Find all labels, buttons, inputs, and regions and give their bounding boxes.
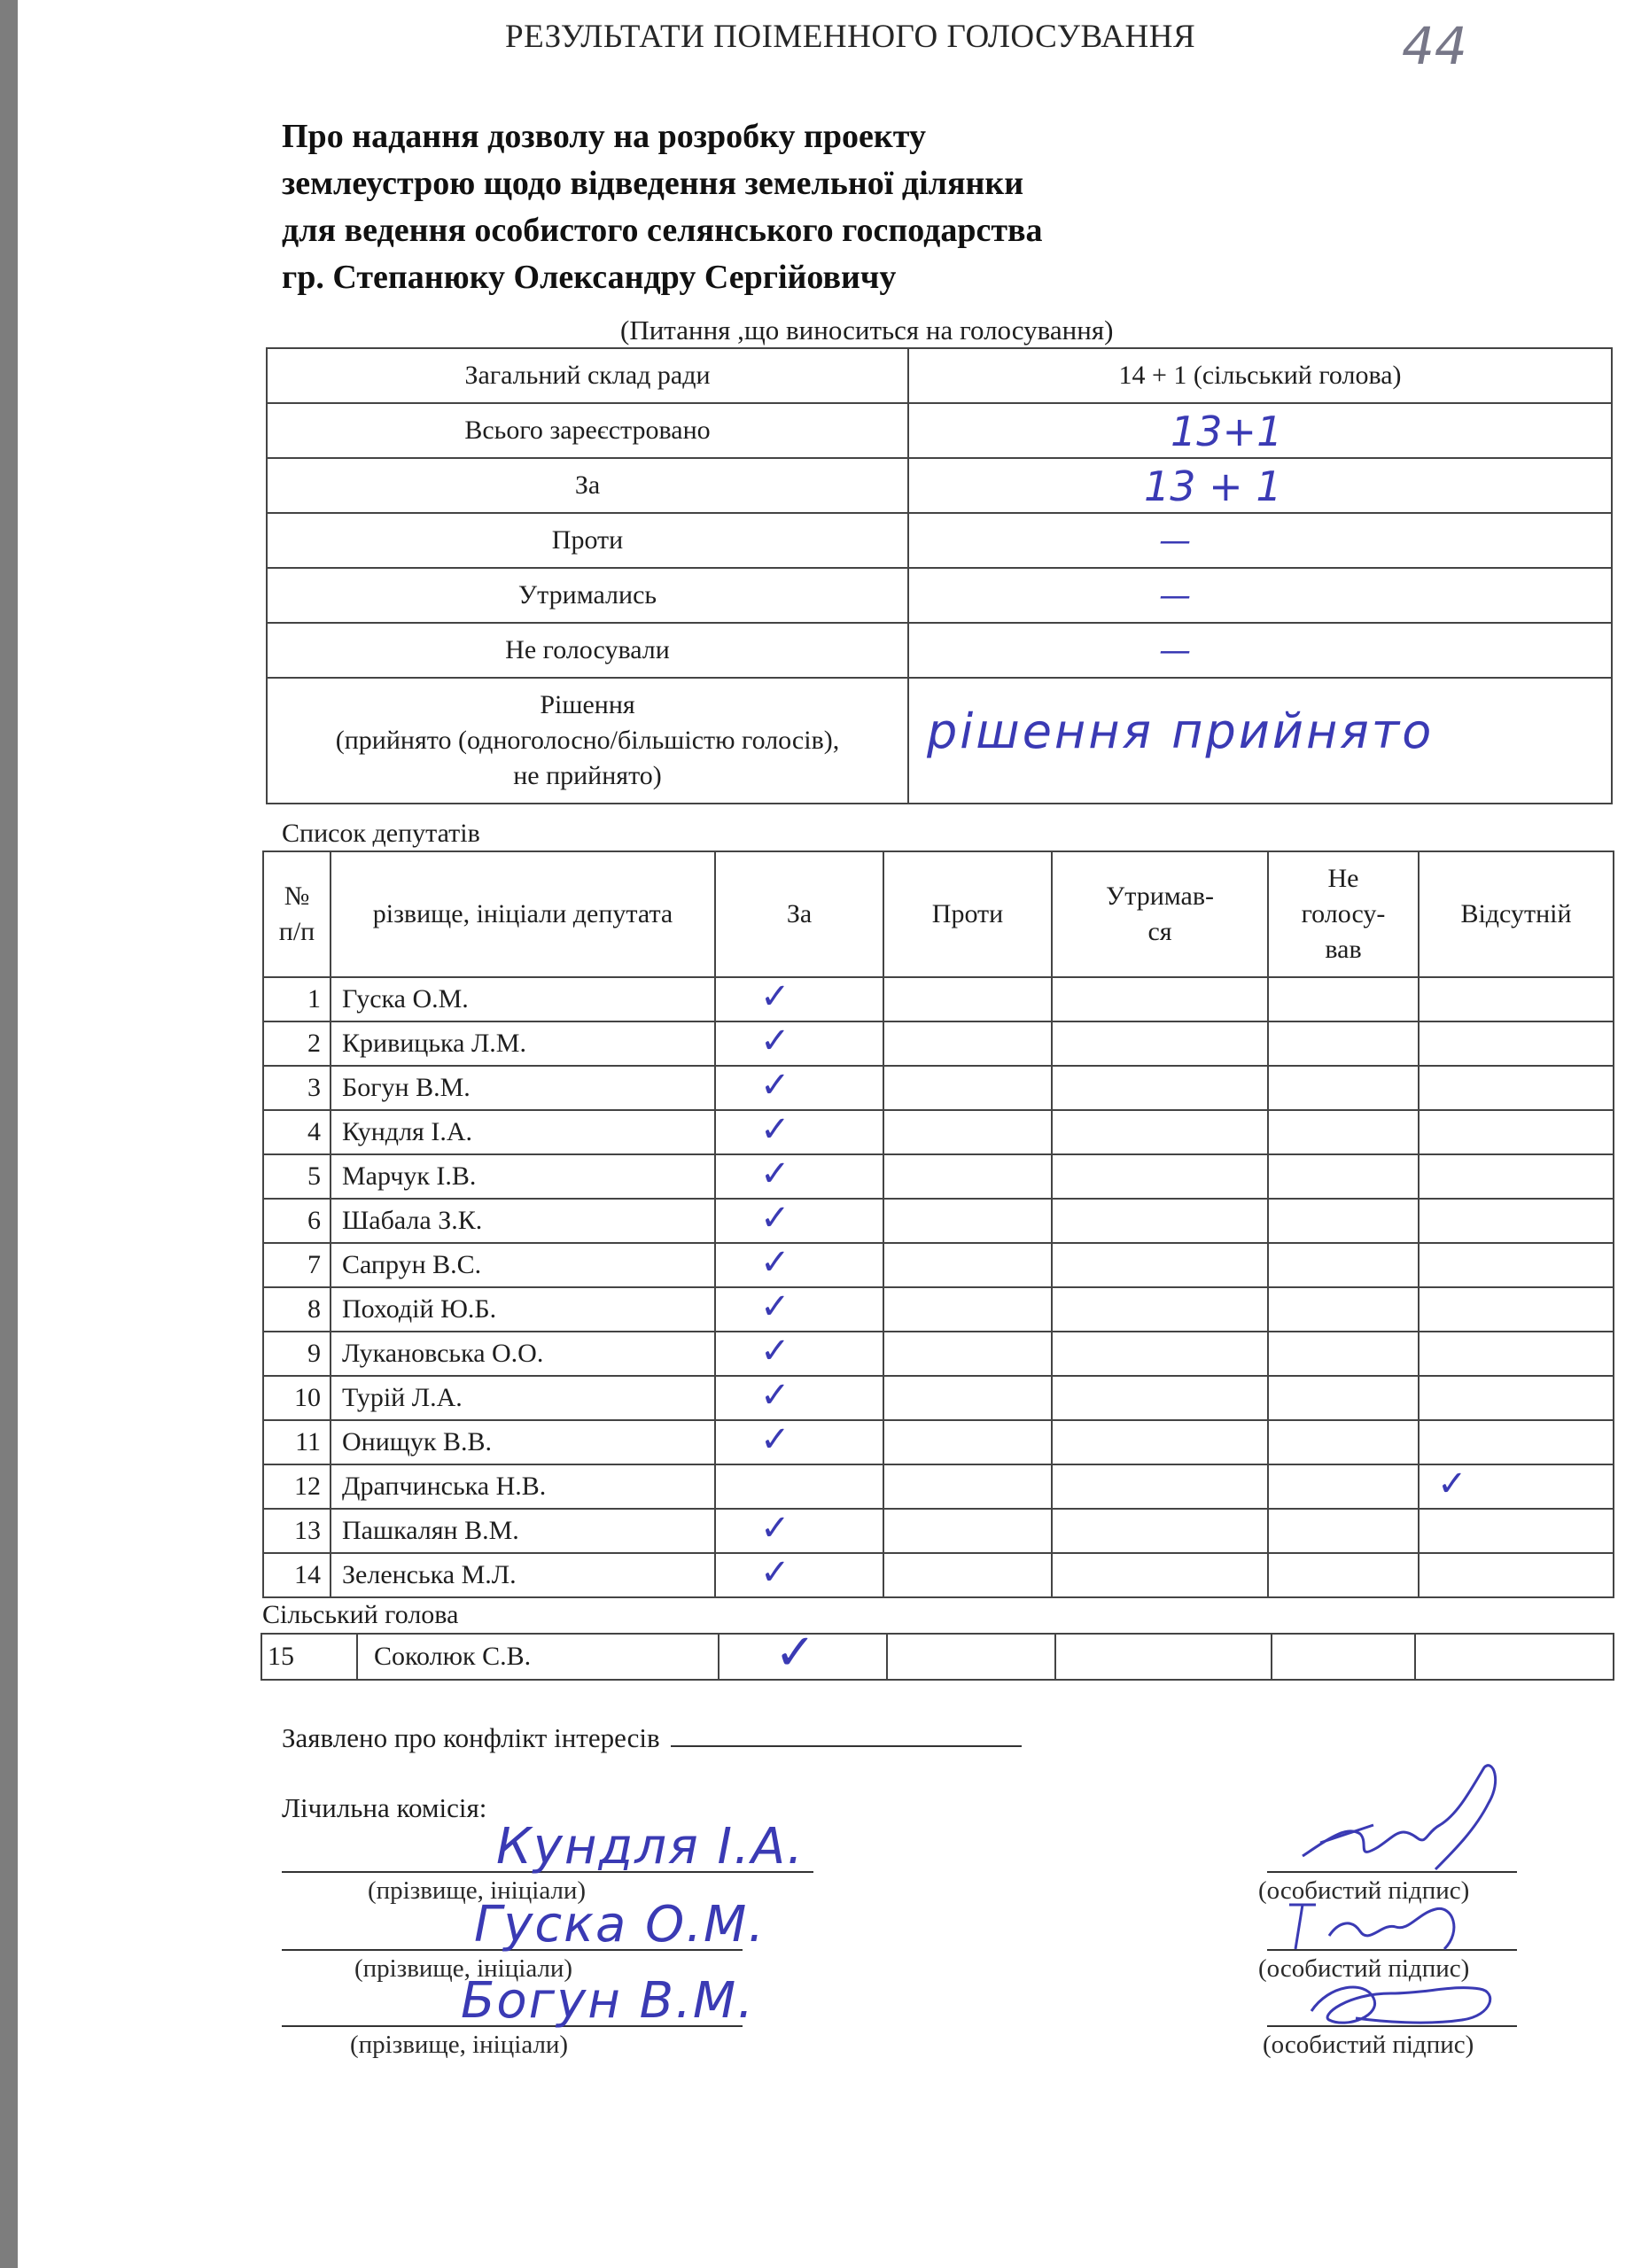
deputy-name: Кундля І.А.: [331, 1110, 715, 1154]
member-name: Гуска О.М.: [474, 1896, 766, 1953]
deputy-name: Гуска О.М.: [331, 977, 715, 1021]
summary-row: [267, 678, 1612, 804]
deputy-name: Драпчинська Н.В.: [331, 1464, 715, 1509]
head-label: Сільський голова: [262, 1600, 459, 1629]
vote-cell-abstained: [1052, 1420, 1268, 1464]
summary-label: Всього зареєстровано: [267, 403, 908, 458]
name-hint: (прізвище, ініціали): [368, 1876, 587, 1905]
vote-cell-for: [715, 1199, 883, 1243]
summary-value: 14 + 1 (сільський голова): [908, 348, 1612, 403]
row-number: 10: [263, 1376, 331, 1420]
question-caption: (Питання ,що виноситься на голосування): [620, 315, 1114, 346]
table-row: [263, 1110, 1614, 1154]
table-row: [263, 1066, 1614, 1110]
subject-line: землеустрою щодо відведення земельної ділянки: [282, 165, 1024, 202]
deputies-table: [262, 850, 1614, 1598]
table-row: [263, 1376, 1614, 1420]
subject-line: гр. Степанюку Олександру Сергійовичу: [282, 259, 897, 296]
vote-cell-not-voted: [1268, 1553, 1419, 1597]
check-mark-icon: ✓: [760, 1109, 790, 1150]
vote-cell-against: [883, 1287, 1052, 1332]
table-row: [263, 1154, 1614, 1199]
deputies-label: Список депутатів: [282, 819, 480, 848]
vote-cell-absent: [1419, 1553, 1614, 1597]
vote-cell-abstained: [1055, 1634, 1272, 1680]
vote-cell-against: [883, 1553, 1052, 1597]
vote-cell-not-voted: [1268, 1066, 1419, 1110]
vote-cell-against: [883, 977, 1052, 1021]
deputies-header-row: [263, 851, 1614, 977]
vote-cell-against: [883, 1376, 1052, 1420]
summary-row: [267, 623, 1612, 678]
vote-cell-abstained: [1052, 1332, 1268, 1376]
summary-value-cell: [908, 403, 1612, 458]
vote-cell-against: [883, 1464, 1052, 1509]
vote-cell-against: [883, 1110, 1052, 1154]
vote-cell-not-voted: [1268, 1509, 1419, 1553]
for-value: 13 + 1: [1144, 462, 1282, 510]
vote-cell-for: [715, 1420, 883, 1464]
column-header-absent: Відсутній: [1419, 851, 1614, 977]
vote-cell-not-voted: [1268, 1376, 1419, 1420]
vote-cell-abstained: [1052, 1154, 1268, 1199]
summary-table: [266, 347, 1613, 804]
summary-value-cell: [908, 458, 1612, 513]
vote-cell-not-voted: [1268, 977, 1419, 1021]
vote-cell-for: [715, 1154, 883, 1199]
deputy-name: Лукановська О.О.: [331, 1332, 715, 1376]
check-mark-icon: ✓: [760, 1021, 790, 1061]
check-mark-icon: ✓: [760, 976, 790, 1017]
deputy-name: Зеленська М.Л.: [331, 1553, 715, 1597]
vote-cell-abstained: [1052, 1464, 1268, 1509]
vote-cell-absent: [1419, 1199, 1614, 1243]
vote-cell-abstained: [1052, 1021, 1268, 1066]
vote-cell-absent: [1419, 1464, 1614, 1509]
row-number: 8: [263, 1287, 331, 1332]
vote-cell-against: [883, 1021, 1052, 1066]
table-row: [263, 1464, 1614, 1509]
row-number: 2: [263, 1021, 331, 1066]
vote-cell-not-voted: [1268, 1287, 1419, 1332]
signature-hint: (особистий підпис): [1258, 1876, 1470, 1905]
decision-label-line: Рішення: [540, 690, 635, 719]
decision-value: рішення прийнято: [927, 703, 1435, 759]
summary-row: [267, 403, 1612, 458]
row-number: 12: [263, 1464, 331, 1509]
summary-value-cell: [908, 568, 1612, 623]
vote-cell-absent: [1419, 1154, 1614, 1199]
vote-cell-not-voted: [1268, 1154, 1419, 1199]
vote-cell-not-voted: [1272, 1634, 1415, 1680]
vote-cell-for: [719, 1624, 887, 1682]
registered-value: 13+1: [1171, 408, 1283, 455]
summary-value-cell: [908, 678, 1612, 804]
check-mark-icon: ✓: [1437, 1464, 1467, 1504]
vote-cell-against: [883, 1199, 1052, 1243]
check-mark-icon: ✓: [760, 1552, 790, 1593]
scan-edge: [0, 0, 18, 2268]
vote-cell-absent: [1419, 977, 1614, 1021]
vote-cell-not-voted: [1268, 1021, 1419, 1066]
summary-row: [267, 568, 1612, 623]
subject-line: для ведення особистого селянського господарства: [282, 212, 1043, 249]
vote-cell-against: [887, 1634, 1055, 1680]
check-mark-icon: ✓: [760, 1242, 790, 1283]
header-line: Утримав-: [1105, 882, 1215, 911]
vote-cell-not-voted: [1268, 1243, 1419, 1287]
table-row: [263, 1199, 1614, 1243]
signature-hint: (особистий підпис): [1263, 2031, 1474, 2059]
row-number: 14: [263, 1553, 331, 1597]
header-line: п/п: [278, 917, 315, 946]
column-header-number: [263, 851, 331, 977]
table-row: [263, 1332, 1614, 1376]
table-row: [261, 1634, 1614, 1680]
vote-cell-absent: [1419, 1509, 1614, 1553]
row-number: 3: [263, 1066, 331, 1110]
vote-cell-against: [883, 1243, 1052, 1287]
village-head-table: [261, 1624, 1614, 1682]
signature-hint: (особистий підпис): [1258, 1954, 1470, 1983]
vote-cell-abstained: [1052, 977, 1268, 1021]
summary-label: Загальний склад ради: [267, 348, 908, 403]
member-name: Кундля І.А.: [496, 1818, 805, 1876]
vote-cell-against: [883, 1154, 1052, 1199]
deputy-name: Соколюк С.В.: [357, 1634, 719, 1680]
abstained-value: —: [1159, 578, 1191, 614]
vote-cell-abstained: [1052, 1066, 1268, 1110]
table-row: [263, 1553, 1614, 1597]
not-voted-value: —: [1159, 633, 1191, 669]
vote-cell-not-voted: [1268, 1464, 1419, 1509]
vote-cell-abstained: [1052, 1509, 1268, 1553]
header-line: голосу-: [1301, 899, 1386, 928]
member-name: Богун В.М.: [461, 1972, 755, 2030]
column-header-not-voted: [1268, 851, 1419, 977]
column-header-for: За: [715, 851, 883, 977]
row-number: 4: [263, 1110, 331, 1154]
check-mark-icon: ✓: [760, 1375, 790, 1416]
table-row: [263, 977, 1614, 1021]
check-mark-icon: ✓: [760, 1286, 790, 1327]
table-row: [263, 1021, 1614, 1066]
row-number: 1: [263, 977, 331, 1021]
table-row: [263, 1243, 1614, 1287]
row-number: 9: [263, 1332, 331, 1376]
vote-cell-absent: [1419, 1287, 1614, 1332]
check-mark-icon: ✓: [774, 1624, 816, 1682]
resolution-subject: [282, 113, 1043, 301]
vote-cell-abstained: [1052, 1376, 1268, 1420]
vote-cell-not-voted: [1268, 1199, 1419, 1243]
vote-cell-for: [715, 1021, 883, 1066]
vote-cell-abstained: [1052, 1243, 1268, 1287]
row-number: 11: [263, 1420, 331, 1464]
document-title: РЕЗУЛЬТАТИ ПОІМЕННОГО ГОЛОСУВАННЯ: [505, 19, 1196, 55]
vote-cell-absent: [1419, 1376, 1614, 1420]
check-mark-icon: ✓: [760, 1331, 790, 1371]
summary-label: Утримались: [267, 568, 908, 623]
summary-row: [267, 458, 1612, 513]
decision-label-line: (прийнято (одноголосно/більшістю голосів),: [335, 726, 840, 755]
vote-cell-abstained: [1052, 1110, 1268, 1154]
deputies-body: [263, 977, 1614, 1597]
header-line: ся: [1147, 917, 1172, 946]
row-number: 5: [263, 1154, 331, 1199]
decision-label-line: не прийнято): [513, 761, 662, 790]
vote-cell-absent: [1419, 1243, 1614, 1287]
summary-label: Не голосували: [267, 623, 908, 678]
check-mark-icon: ✓: [760, 1198, 790, 1239]
vote-cell-for: [715, 1509, 883, 1553]
vote-cell-abstained: [1052, 1553, 1268, 1597]
check-mark-icon: ✓: [760, 1508, 790, 1549]
vote-cell-not-voted: [1268, 1420, 1419, 1464]
check-mark-icon: ✓: [760, 1065, 790, 1106]
deputy-name: Турій Л.А.: [331, 1376, 715, 1420]
vote-cell-against: [883, 1332, 1052, 1376]
row-number: 7: [263, 1243, 331, 1287]
vote-cell-abstained: [1052, 1287, 1268, 1332]
row-number: 6: [263, 1199, 331, 1243]
conflict-label: Заявлено про конфлікт інтересів: [282, 1722, 660, 1753]
vote-cell-for: [715, 1553, 883, 1597]
vote-cell-abstained: [1052, 1199, 1268, 1243]
table-row: [263, 1420, 1614, 1464]
deputy-name: Походій Ю.Б.: [331, 1287, 715, 1332]
summary-value-cell: [908, 623, 1612, 678]
deputy-name: Сапрун В.С.: [331, 1243, 715, 1287]
vote-cell-for: [715, 1287, 883, 1332]
vote-cell-not-voted: [1268, 1110, 1419, 1154]
header-line: Не: [1327, 864, 1359, 893]
deputy-name: Шабала З.К.: [331, 1199, 715, 1243]
against-value: —: [1159, 523, 1191, 559]
header-line: №: [284, 882, 310, 911]
header-line: вав: [1325, 935, 1362, 964]
vote-cell-for: [715, 1066, 883, 1110]
name-hint: (прізвище, ініціали): [350, 2031, 569, 2059]
vote-cell-for: [715, 977, 883, 1021]
vote-cell-for: [715, 1332, 883, 1376]
vote-cell-for: [715, 1110, 883, 1154]
deputy-name: Кривицька Л.М.: [331, 1021, 715, 1066]
conflict-of-interest: [282, 1720, 1022, 1754]
signature-icon: [1294, 1754, 1524, 1878]
conflict-blank-line: [671, 1720, 1022, 1747]
vote-cell-absent: [1419, 1066, 1614, 1110]
check-mark-icon: ✓: [760, 1153, 790, 1194]
summary-value-cell: [908, 513, 1612, 568]
commission-label: Лічильна комісія:: [282, 1792, 487, 1823]
subject-line: Про надання дозволу на розробку проекту: [282, 118, 926, 155]
column-header-abstained: [1052, 851, 1268, 977]
signature-icon: [1294, 1967, 1515, 2038]
decision-label: [267, 678, 908, 804]
deputy-name: Марчук І.В.: [331, 1154, 715, 1199]
row-number: 13: [263, 1509, 331, 1553]
table-row: [263, 1287, 1614, 1332]
summary-label: За: [267, 458, 908, 513]
vote-cell-not-voted: [1268, 1332, 1419, 1376]
deputy-name: Онищук В.В.: [331, 1420, 715, 1464]
vote-cell-absent: [1419, 1021, 1614, 1066]
column-header-name: різвище, ініціали депутата: [331, 851, 715, 977]
row-number: 15: [261, 1634, 357, 1680]
name-hint: (прізвище, ініціали): [354, 1954, 573, 1983]
vote-cell-for: [715, 1243, 883, 1287]
vote-cell-for: [715, 1376, 883, 1420]
summary-row: [267, 348, 1612, 403]
deputy-name: Пашкалян В.М.: [331, 1509, 715, 1553]
vote-cell-absent: [1415, 1634, 1614, 1680]
column-header-against: Проти: [883, 851, 1052, 977]
deputy-name: Богун В.М.: [331, 1066, 715, 1110]
summary-row: [267, 513, 1612, 568]
vote-cell-against: [883, 1066, 1052, 1110]
vote-cell-against: [883, 1420, 1052, 1464]
vote-cell-absent: [1419, 1332, 1614, 1376]
summary-label: Проти: [267, 513, 908, 568]
check-mark-icon: ✓: [760, 1419, 790, 1460]
signature-icon: [1276, 1887, 1489, 1967]
vote-cell-against: [883, 1509, 1052, 1553]
vote-cell-absent: [1419, 1420, 1614, 1464]
vote-cell-for: [715, 1464, 883, 1509]
page-number: 44: [1402, 16, 1467, 76]
vote-cell-absent: [1419, 1110, 1614, 1154]
table-row: [263, 1509, 1614, 1553]
